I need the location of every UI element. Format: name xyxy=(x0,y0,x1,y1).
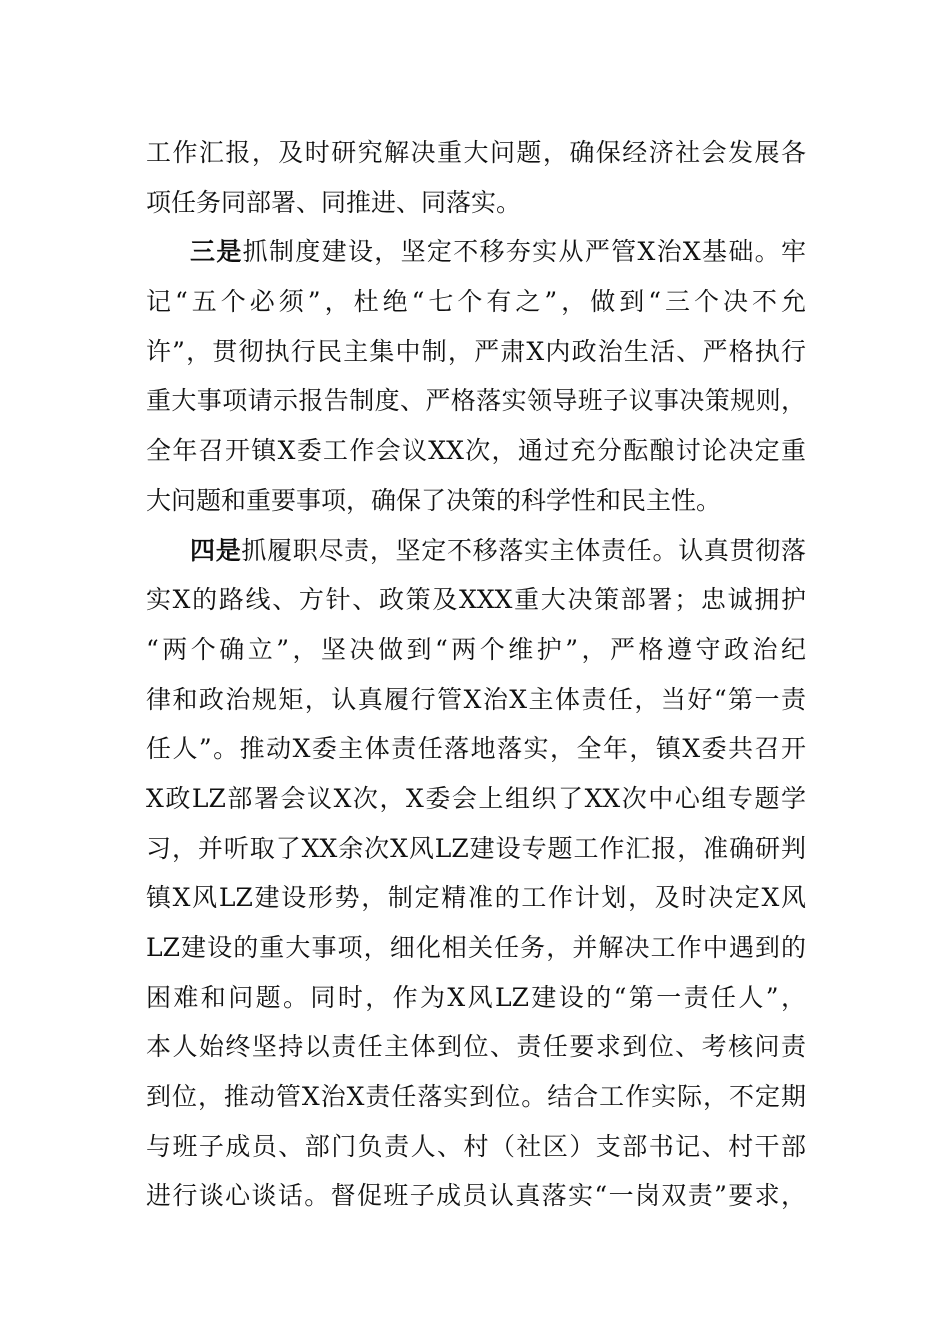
paragraph-3-line-4: 律和政治规矩，认真履行管X治X主体责任，当好“第一责 xyxy=(146,684,806,714)
paragraph-3-line-1-text: 抓履职尽责，坚定不移落实主体责任。认真贯彻落 xyxy=(241,535,806,565)
paragraph-3-line-5: 任人”。推动X委主体责任落地落实，全年，镇X委共召开 xyxy=(146,734,806,764)
paragraph-3-line-8: 镇X风LZ建设形势，制定精准的工作计划，及时决定X风 xyxy=(146,883,806,913)
paragraph-2-lead: 三是 xyxy=(190,237,243,267)
paragraph-3-line-2: 实X的路线、方针、政策及XXX重大决策部署；忠诚拥护 xyxy=(146,585,806,615)
paragraph-2-line-2: 记“五个必须”，杜绝“七个有之”，做到“三个决不允 xyxy=(146,287,806,317)
paragraph-3-line-12: 到位，推动管X治X责任落实到位。结合工作实际，不定期 xyxy=(146,1082,806,1112)
paragraph-1-line-1: 工作汇报，及时研究解决重大问题，确保经济社会发展各 xyxy=(146,138,806,167)
paragraph-3-line-6: X政LZ部署会议X次，X委会上组织了XX次中心组专题学 xyxy=(146,783,806,813)
document-body xyxy=(146,128,806,1221)
paragraph-2-line-6: 大问题和重要事项，确保了决策的科学性和民主性。 xyxy=(146,485,722,515)
paragraph-3-line-13: 与班子成员、部门负责人、村（社区）支部书记、村干部 xyxy=(146,1131,806,1161)
paragraph-2-line-1 xyxy=(146,227,806,277)
paragraph-3-line-10: 困难和问题。同时，作为X风LZ建设的“第一责任人”， xyxy=(146,982,806,1012)
paragraph-3-line-9: LZ建设的重大事项，细化相关任务，并解决工作中遇到的 xyxy=(146,933,806,962)
paragraph-1-line-2: 项任务同部署、同推进、同落实。 xyxy=(146,187,522,217)
paragraph-2-line-3: 许”，贯彻执行民主集中制，严肃X内政治生活、严格执行 xyxy=(146,336,806,366)
paragraph-2-line-5: 全年召开镇X委工作会议XX次，通过充分酝酿讨论决定重 xyxy=(146,436,806,466)
paragraph-3-line-11: 本人始终坚持以责任主体到位、责任要求到位、考核问责 xyxy=(146,1032,806,1062)
paragraph-2-line-4: 重大事项请示报告制度、严格落实领导班子议事决策规则， xyxy=(146,386,806,416)
paragraph-2-line-1-text: 抓制度建设，坚定不移夯实从严管X治X基础。牢 xyxy=(242,237,806,267)
paragraph-3-line-1 xyxy=(146,526,806,576)
paragraph-3-line-14: 进行谈心谈话。督促班子成员认真落实“一岗双责”要求， xyxy=(146,1181,806,1211)
paragraph-3-lead: 四是 xyxy=(190,535,242,565)
paragraph-3-line-3: “两个确立”，坚决做到“两个维护”，严格遵守政治纪 xyxy=(146,634,806,664)
paragraph-3-line-7: 习，并听取了XX余次X风LZ建设专题工作汇报，准确研判 xyxy=(146,833,806,863)
